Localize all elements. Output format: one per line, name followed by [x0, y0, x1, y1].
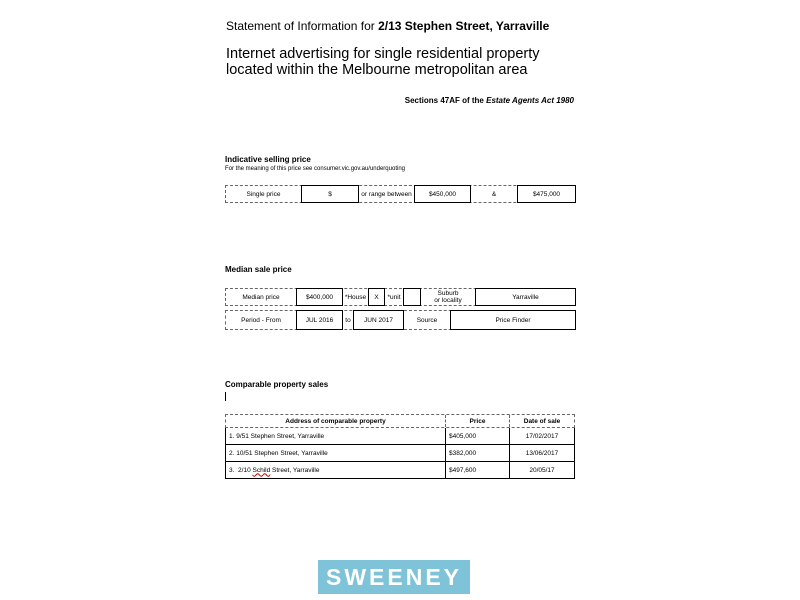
house-label: *House	[344, 293, 367, 301]
row-price: $405,000	[446, 428, 510, 444]
table-row	[225, 462, 575, 479]
source-field[interactable]: Price Finder	[450, 310, 576, 330]
suburb-label-line-2: or locality	[434, 297, 462, 304]
median-price-label: Median price	[242, 293, 280, 301]
row-address: 1. 9/51 Stephen Street, Yarraville	[226, 428, 446, 444]
comparable-table-header	[225, 414, 575, 428]
suburb-label-line-1: Suburb	[437, 290, 459, 297]
row-date: 17/02/2017	[525, 432, 559, 440]
suburb-field[interactable]: Yarraville	[475, 288, 576, 306]
page-heading: Internet advertising for single residential property located within the Melbourne metropolitan area	[226, 46, 540, 78]
row-address-street: Schild	[252, 466, 271, 474]
median-title: Median sale price	[225, 265, 292, 274]
statement-title	[226, 19, 549, 33]
single-price-label: Single price	[246, 190, 281, 198]
row-price: $382,000	[446, 445, 510, 461]
sweeney-logo: SWEENEY	[318, 560, 470, 594]
text-cursor	[225, 392, 226, 401]
sections-act: Estate Agents Act 1980	[486, 96, 574, 105]
period-to-field[interactable]: JUN 2017	[353, 310, 404, 330]
table-row	[225, 428, 575, 445]
column-header-date: Date of sale	[523, 417, 561, 425]
period-from-field[interactable]: JUL 2016	[296, 310, 343, 330]
range-high-field[interactable]: $475,000	[517, 185, 576, 203]
period-to-label: to	[345, 316, 351, 324]
sections-prefix: Sections 47AF of the	[404, 96, 487, 105]
range-low-field[interactable]: $450,000	[414, 185, 471, 203]
median-price-field[interactable]: $400,000	[296, 288, 343, 306]
source-label: Source	[416, 316, 438, 324]
table-row	[225, 445, 575, 462]
range-ampersand: &	[491, 190, 497, 198]
column-header-price: Price	[446, 415, 510, 427]
column-header-address: Address of comparable property	[226, 415, 446, 427]
row-price: $497,600	[446, 462, 510, 478]
house-checkbox[interactable]: X	[368, 288, 385, 306]
sections-reference	[320, 96, 574, 105]
row-address: 2. 10/51 Stephen Street, Yarraville	[226, 445, 446, 461]
row-address	[226, 462, 446, 478]
row-address-rest: Street, Yarraville	[270, 466, 320, 474]
range-label: or range between	[361, 190, 412, 198]
title-address: 2/13 Stephen Street, Yarraville	[378, 19, 550, 33]
unit-checkbox[interactable]	[403, 288, 421, 306]
suburb-label	[421, 289, 475, 305]
period-from-label: Period - From	[241, 316, 281, 324]
comparable-title: Comparable property sales	[225, 380, 329, 389]
row-address-number: 3. 2/10	[229, 466, 253, 474]
indicative-note: For the meaning of this price see consumer.vic.gov.au/underquoting	[225, 166, 405, 172]
title-prefix: Statement of Information for	[226, 19, 379, 33]
row-date: 13/06/2017	[525, 449, 559, 457]
row-date: 20/05/17	[529, 466, 555, 474]
unit-label: *unit	[387, 293, 401, 301]
single-price-field[interactable]: $	[301, 185, 359, 203]
indicative-title: Indicative selling price	[225, 155, 311, 164]
